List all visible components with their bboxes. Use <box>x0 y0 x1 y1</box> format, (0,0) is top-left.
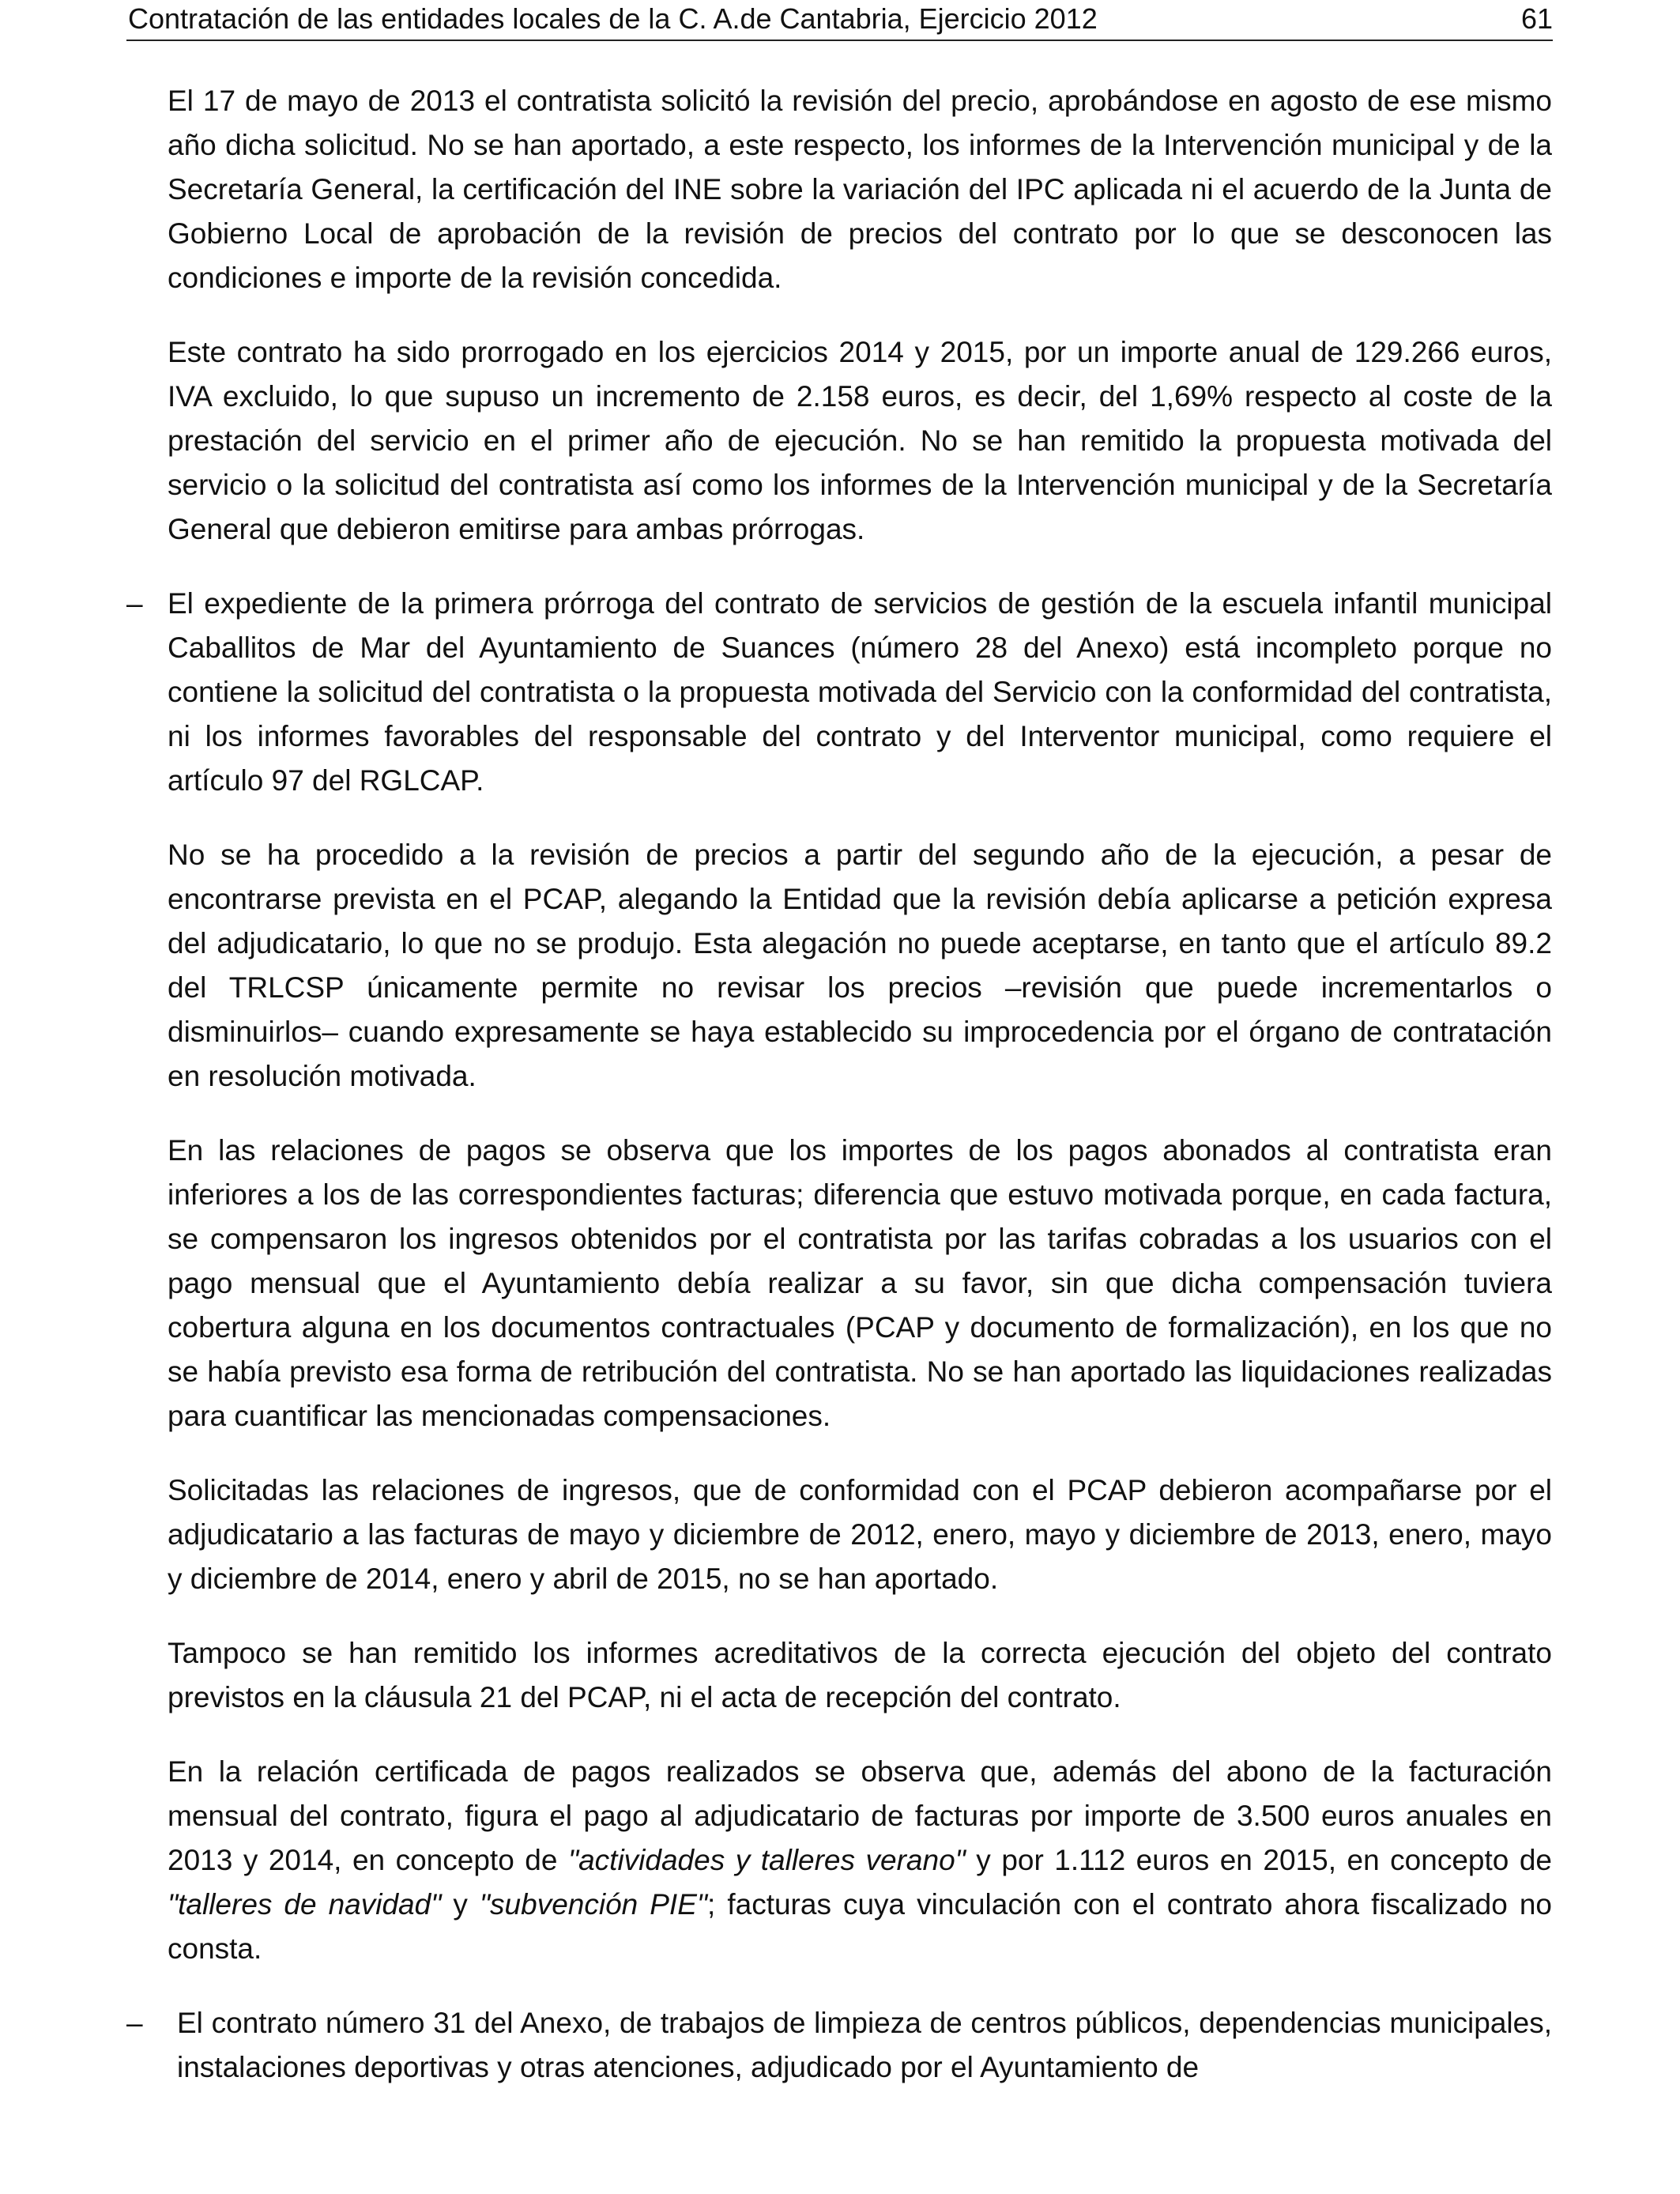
page-number: 61 <box>1520 2 1553 35</box>
list-item-text: El expediente de la primera prórroga del contrato de servicios de gestión de la escuela infantil municipal Caballitos de Mar del Ayuntamiento de Suances (número 28 del Anexo) está incompleto porque no contiene la solicitud del contratista o la propuesta motivada del Servicio con la conformidad del contratista, ni los informes favorables del responsable del contrato y del Interventor municipal, como requiere el artículo 97 del RGLCAP. <box>168 587 1552 797</box>
paragraph-execution-reports: Tampoco se han remitido los informes acreditativos de la correcta ejecución del objeto del contrato previstos en la cláusula 21 del PCAP, ni el acta de recepción del contrato. <box>168 1637 1552 1713</box>
document-body <box>126 79 1553 2090</box>
bullet-dash: – <box>126 587 143 620</box>
text-span: y por 1.112 euros en 2015, en concepto de <box>965 1844 1553 1876</box>
bullet-dash: – <box>126 2007 143 2039</box>
paragraph-no-price-revision: No se ha procedido a la revisión de precios a partir del segundo año de la ejecución, a pesar de encontrarse prevista en el PCAP, alegando la Entidad que la revisión debía aplicarse a petición expresa del adjudicatario, lo que no se produjo. Esta alegación no puede aceptarse, en tanto que el artículo 89.2 del TRLCSP únicamente permite no revisar los precios –revisión que puede incrementarlos o disminuirlos– cuando expresamente se haya establecido su improcedencia por el órgano de contratación en resolución motivada. <box>168 839 1552 1092</box>
italic-concept-pie: "subvención PIE" <box>479 1888 708 1921</box>
list-item-escuela-infantil <box>126 582 1552 803</box>
paragraph-income-relations: Solicitadas las relaciones de ingresos, que de conformidad con el PCAP debieron acompañarse por el adjudicatario a las facturas de mayo y diciembre de 2012, enero, mayo y diciembre de 2013, enero, mayo y diciembre de 2014, enero y abril de 2015, no se han aportado. <box>168 1474 1552 1595</box>
header-title: Contratación de las entidades locales de la C. A.de Cantabria, Ejercicio 2012 <box>128 2 1098 35</box>
paragraph-payment-relations: En las relaciones de pagos se observa que los importes de los pagos abonados al contratista eran inferiores a los de las correspondientes facturas; diferencia que estuvo motivada porque, en cada factura, se compensaron los ingresos obtenidos por el contratista por las tarifas cobradas a los usuarios con el pago mensual que el Ayuntamiento debía realizar a su favor, sin que dicha compensación tuviera cobertura alguna en los documentos contractuales (PCAP y documento de formalización), en los que no se había previsto esa forma de retribución del contratista. No se han aportado las liquidaciones realizadas para cuantificar las mencionadas compensaciones. <box>168 1134 1552 1432</box>
text-span: En la relación certificada de pagos realizados se observa que, además del abono de la facturación mensual del contrato, figura el pago al adjudicatario de facturas por importe de 3.500 euros anuales en 2013 y 2014, en concepto de <box>168 1755 1552 1876</box>
italic-concept-activities: "actividades y talleres verano" <box>567 1844 966 1876</box>
paragraph-extensions: Este contrato ha sido prorrogado en los ejercicios 2014 y 2015, por un importe anual de 129.266 euros, IVA excluido, lo que supuso un incremento de 2.158 euros, es decir, del 1,69% respecto al coste de la prestación del servicio en el primer año de ejecución. No se han remitido la propuesta motivada del servicio o la solicitud del contratista así como los informes de la Intervención municipal y de la Secretaría General que debieron emitirse para ambas prórrogas. <box>168 336 1552 545</box>
text-span: ; facturas cuya vinculación con el contrato ahora fiscalizado no consta. <box>168 1888 1552 1965</box>
list-item-text: El contrato número 31 del Anexo, de trabajos de limpieza de centros públicos, dependencias municipales, instalaciones deportivas y otras atenciones, adjudicado por el Ayuntamiento de <box>177 2007 1552 2083</box>
paragraph-certified-payments <box>168 1750 1552 1971</box>
paragraph-price-revision: El 17 de mayo de 2013 el contratista solicitó la revisión del precio, aprobándose en agosto de ese mismo año dicha solicitud. No se han aportado, a este respecto, los informes de la Intervención municipal y de la Secretaría General, la certificación del INE sobre la variación del IPC aplicada ni el acuerdo de la Junta de Gobierno Local de aprobación de la revisión de precios del contrato por lo que se desconocen las condiciones e importe de la revisión concedida. <box>168 85 1552 294</box>
list-item-contrato-31 <box>126 2001 1552 2090</box>
page-header <box>126 0 1553 41</box>
text-span: y <box>441 1888 480 1921</box>
italic-concept-christmas: "talleres de navidad" <box>168 1888 442 1921</box>
